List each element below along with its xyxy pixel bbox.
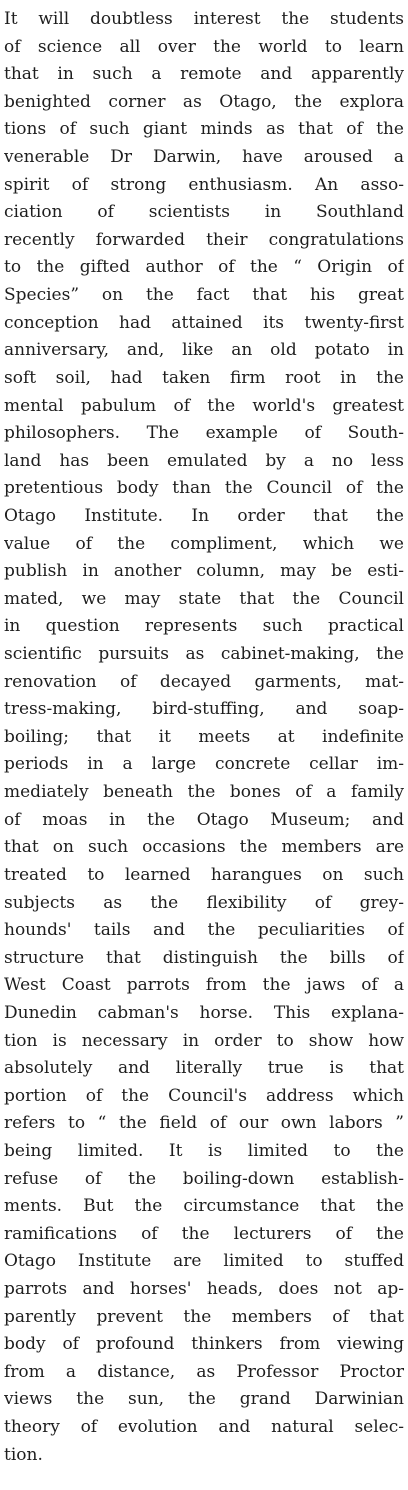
text-line: parrots and horses' heads, does not ap- (4, 1279, 404, 1300)
text-line: West Coast parrots from the jaws of a (4, 975, 404, 996)
text-line: of science all over the world to learn (4, 36, 404, 57)
text-line: pretentious body than the Council of the (4, 478, 404, 499)
text-line: refers to “ the field of our own labors ” (4, 1113, 404, 1134)
text-line: land has been emulated by a no less (4, 450, 404, 471)
text-line: being limited. It is limited to the (4, 1140, 404, 1161)
text-line: ciation of scientists in Southland (4, 202, 404, 223)
text-line: benighted corner as Otago, the explora (4, 91, 404, 112)
text-line: body of profound thinkers from viewing (4, 1334, 404, 1355)
text-line: philosophers. The example of South- (4, 423, 404, 444)
text-line: from a distance, as Professor Proctor (4, 1361, 404, 1382)
text-line: Otago Institute are limited to stuffed (4, 1251, 404, 1272)
text-line: publish in another column, may be esti- (4, 561, 404, 582)
text-line: mated, we may state that the Council (4, 588, 404, 609)
text-line: scientific pursuits as cabinet-making, the (4, 644, 404, 665)
text-line: hounds' tails and the peculiarities of (4, 920, 404, 941)
text-line: spirit of strong enthusiasm. An asso- (4, 174, 404, 195)
text-line: tions of such giant minds as that of the (4, 119, 404, 140)
text-line: periods in a large concrete cellar im- (4, 754, 404, 775)
text-line: of moas in the Otago Museum; and (4, 809, 404, 830)
text-line: tion is necessary in order to show how (4, 1030, 404, 1051)
text-line: conception had attained its twenty-first (4, 312, 404, 333)
text-line: tress-making, bird-stuffing, and soap- (4, 699, 404, 720)
text-line: that on such occasions the members are (4, 837, 404, 858)
text-line: mediately beneath the bones of a family (4, 782, 404, 803)
text-line: views the sun, the grand Darwinian (4, 1389, 404, 1410)
text-line: value of the compliment, which we (4, 533, 404, 554)
text-line: venerable Dr Darwin, have aroused a (4, 147, 404, 168)
text-line: subjects as the flexibility of grey- (4, 892, 404, 913)
text-line: Dunedin cabman's horse. This explana- (4, 1002, 404, 1023)
text-line: Species” on the fact that his great (4, 285, 404, 306)
text-line: renovation of decayed garments, mat- (4, 671, 404, 692)
text-line: soft soil, had taken firm root in the (4, 367, 404, 388)
text-line: ments. But the circumstance that the (4, 1196, 404, 1217)
text-line: theory of evolution and natural selec- (4, 1417, 404, 1438)
text-line: absolutely and literally true is that (4, 1058, 404, 1079)
text-line: parently prevent the members of that (4, 1306, 404, 1327)
text-line: in question represents such practical (4, 616, 404, 637)
text-line: mental pabulum of the world's greatest (4, 395, 404, 416)
text-line: recently forwarded their congratulations (4, 229, 404, 250)
text-line: portion of the Council's address which (4, 1085, 404, 1106)
text-line: anniversary, and, like an old potato in (4, 340, 404, 361)
text-line: Otago Institute. In order that the (4, 505, 404, 526)
text-line: ramifications of the lecturers of the (4, 1223, 404, 1244)
text-line: treated to learned harangues on such (4, 864, 404, 885)
text-line: refuse of the boiling-down establish- (4, 1168, 404, 1189)
text-line: boiling; that it meets at indefinite (4, 726, 404, 747)
text-line: It will doubtless interest the students (4, 9, 404, 29)
text-line: that in such a remote and apparently (4, 64, 404, 85)
text-line-final: tion. (4, 1444, 43, 1465)
text-line: to the gifted author of the “ Origin of (4, 257, 404, 278)
text-line: structure that distinguish the bills of (4, 947, 404, 968)
